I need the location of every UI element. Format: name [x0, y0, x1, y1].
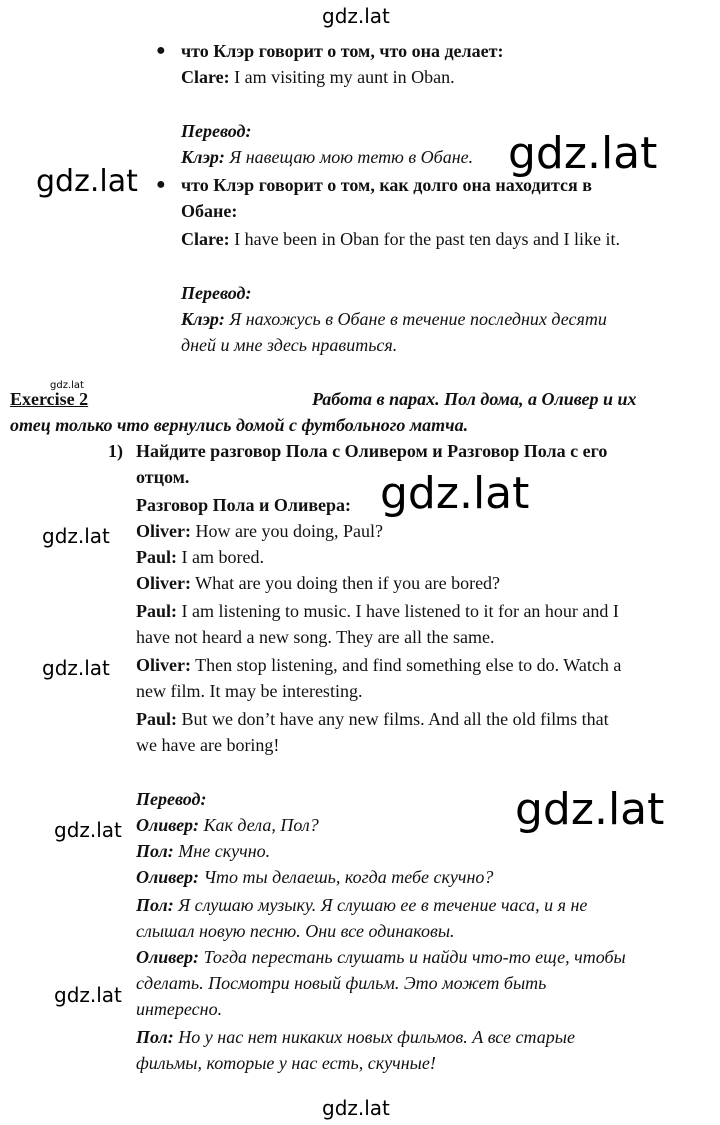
dialog-text: What are you doing then if you are bored?	[190, 573, 501, 593]
translation-label-1: Перевод:	[181, 121, 252, 141]
exercise-title: Exercise 2	[10, 389, 89, 409]
speaker-label: Клэр:	[181, 309, 225, 329]
dialog-text: Но у нас нет никаких новых фильмов. А все старые	[173, 1027, 575, 1047]
speaker-label: Oliver:	[136, 521, 191, 541]
watermark-large-3: gdz.lat	[515, 784, 665, 835]
speaker-label: Paul:	[136, 547, 178, 567]
bullet1-question: что Клэр говорит о том, что она делает:	[181, 41, 504, 61]
watermark-top: gdz.lat	[322, 4, 390, 28]
watermark-bottom: gdz.lat	[322, 1096, 390, 1120]
watermark-left-4: gdz.lat	[54, 983, 122, 1007]
dialog-title: Разговор Пола и Оливера:	[136, 495, 352, 515]
watermark-large-2: gdz.lat	[380, 468, 530, 519]
bullet2-question-line1	[181, 172, 691, 198]
dialog-text: I am listening to music. I have listened to it for an hour and I	[177, 601, 619, 621]
clare-line-1	[181, 64, 455, 90]
dialog-text: But we don’t have any new films. And all the old films that	[177, 709, 609, 729]
ru-line-5c: интересно.	[136, 999, 223, 1019]
dialog-line-6a	[136, 706, 609, 732]
watermark-left-1: gdz.lat	[42, 524, 110, 548]
speaker-label: Oliver:	[136, 655, 191, 675]
dialog-text: Then stop listening, and find something else to do. Watch a	[190, 655, 622, 675]
dialog-text: Я слушаю музыку. Я слушаю ее в течение часа, и я не	[173, 895, 588, 915]
clare-ru-line-2a	[181, 306, 691, 332]
ru-line-6b: фильмы, которые у нас есть, скучные!	[136, 1053, 436, 1073]
watermark-medium-1: gdz.lat	[36, 164, 138, 199]
dialog-text: Мне скучно.	[173, 841, 271, 861]
dialog-line-5b: new film. It may be interesting.	[136, 681, 363, 701]
watermark-left-3: gdz.lat	[54, 818, 122, 842]
dialog-text: How are you doing, Paul?	[190, 521, 383, 541]
task-number: 1)	[108, 441, 123, 461]
speaker-label: Oliver:	[136, 573, 191, 593]
watermark-large-1: gdz.lat	[508, 128, 658, 179]
ru-line-4a	[136, 892, 587, 918]
dialog-line-6b: we have are boring!	[136, 735, 280, 755]
exercise-heading-a: Работа в парах. Пол дома, а Оливер и их	[312, 389, 637, 409]
dialog-text: Что ты делаешь, когда тебе скучно?	[199, 867, 494, 887]
ru-line-3	[136, 864, 493, 890]
speaker-label: Пол:	[136, 1027, 174, 1047]
dialog-text: Как дела, Пол?	[199, 815, 319, 835]
dialog-line-4a	[136, 598, 619, 624]
translation-label-3: Перевод:	[136, 789, 207, 809]
bullet-dot: ●	[156, 176, 166, 193]
dialog-line-2	[136, 544, 264, 570]
ru-line-4b: слышал новую песню. Они все одинаковы.	[136, 921, 455, 941]
speaker-label: Paul:	[136, 601, 178, 621]
watermark-left-2: gdz.lat	[42, 656, 110, 680]
speaker-label: Пол:	[136, 841, 174, 861]
clare-ru-line-2b: дней и мне здесь нравиться.	[181, 335, 398, 355]
exercise-heading-b: отец только что вернулись домой с футбольного матча.	[10, 415, 469, 435]
clare-ru-text-1: Я навещаю мою тетю в Обане.	[224, 147, 474, 167]
ru-line-1	[136, 812, 319, 838]
speaker-label: Клэр:	[181, 147, 225, 167]
clare-line-2	[181, 226, 620, 252]
task-text-a: Найдите разговор Пола с Оливером и Разговор Пола с его	[136, 441, 608, 461]
speaker-label: Оливер:	[136, 947, 200, 967]
dialog-line-4b: have not heard a new song. They are all the same.	[136, 627, 495, 647]
clare-text-1: I am visiting my aunt in Oban.	[229, 67, 455, 87]
speaker-label: Clare:	[181, 67, 230, 87]
speaker-label: Оливер:	[136, 815, 200, 835]
speaker-label: Paul:	[136, 709, 178, 729]
ru-line-6a	[136, 1024, 575, 1050]
ru-line-5b: сделать. Посмотри новый фильм. Это может быть	[136, 973, 547, 993]
bullet2-question-a: что Клэр говорит о том, как долго она находится в	[181, 175, 593, 195]
task-text-b: отцом.	[136, 467, 190, 487]
bullet-dot: ●	[156, 42, 166, 59]
dialog-text: Тогда перестань слушать и найди что-то еще, чтобы	[199, 947, 626, 967]
clare-ru-text-2a: Я нахожусь в Обане в течение последних десяти	[224, 309, 607, 329]
dialog-line-5a	[136, 652, 621, 678]
dialog-text: I am bored.	[177, 547, 264, 567]
dialog-line-1	[136, 518, 383, 544]
clare-text-2: I have been in Oban for the past ten days and I like it.	[229, 229, 621, 249]
clare-ru-line-1	[181, 144, 473, 170]
speaker-label: Clare:	[181, 229, 230, 249]
bullet2-question-b: Обане:	[181, 201, 238, 221]
translation-label-2: Перевод:	[181, 283, 252, 303]
speaker-label: Пол:	[136, 895, 174, 915]
dialog-line-3	[136, 570, 500, 596]
watermark-tiny: gdz.lat	[50, 380, 84, 391]
ru-line-2	[136, 838, 270, 864]
ru-line-5a	[136, 944, 626, 970]
speaker-label: Оливер:	[136, 867, 200, 887]
